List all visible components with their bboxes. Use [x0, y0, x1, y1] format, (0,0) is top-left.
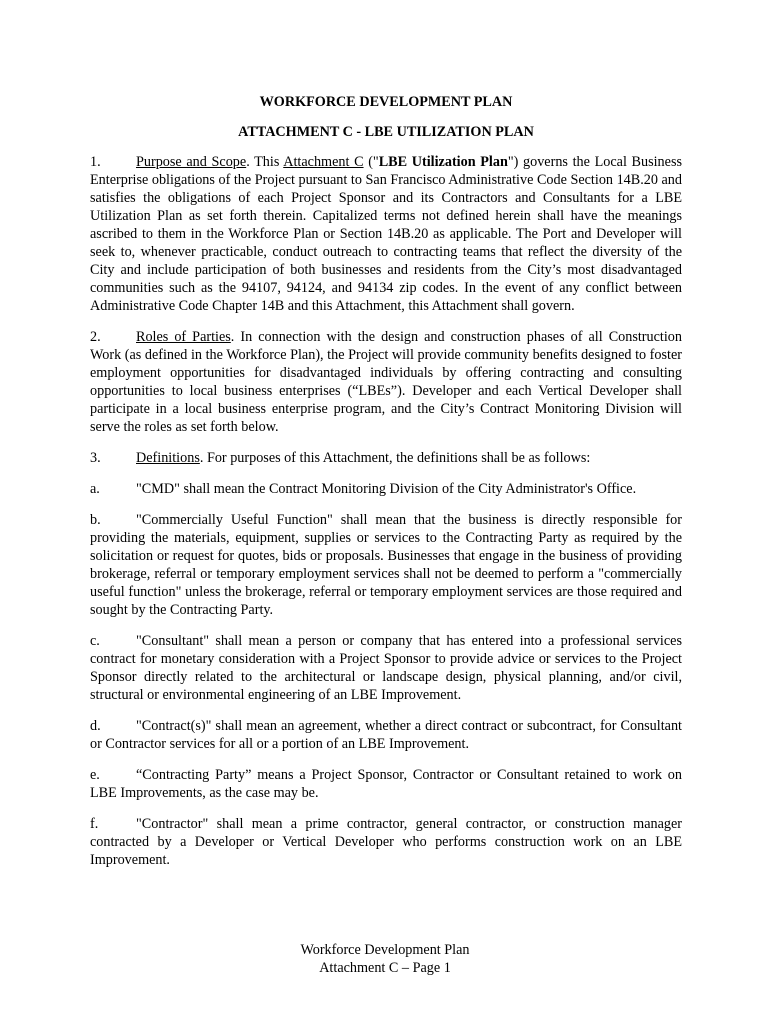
document-subtitle: ATTACHMENT C - LBE UTILIZATION PLAN — [238, 124, 534, 140]
attachment-reference: Attachment C — [283, 154, 364, 170]
section-text: ") governs the Local Business Enterprise obligations of the Project pursuant to San Francisco Administrative Code Section 14B.20 and satisfies the obligations of each Project Sponsor and its Contractors and Consultants for a LBE Utilization Plan as set forth therein. Capitalized terms not defined herein shall have the meanings ascribed to them in the Workforce Plan or Section 14B.20 as applicable. The Port and Developer will seek to, whenever practicable, conduct outreach to contracting teams that reflect the diversity of the City and include participation of both businesses and residents from the City’s most disadvantaged communities such as the 94107, 94124, and 94134 zip codes. In the event of any conflict between Administrative Code Chapter 14B and this Attachment, this Attachment shall govern. — [90, 154, 682, 314]
definition-b — [90, 511, 682, 619]
section-heading: Definitions — [136, 450, 200, 466]
section-1-purpose-and-scope — [90, 153, 682, 315]
section-heading: Roles of Parties — [136, 329, 231, 345]
page-footer — [0, 941, 770, 977]
lbe-plan-term: LBE Utilization Plan — [378, 154, 508, 170]
definition-letter: f. — [90, 816, 99, 832]
definition-text: "Consultant" shall mean a person or company that has entered into a professional services contract for monetary consideration with a Project Sponsor to provide advice or services to the Project Sponsor directly related to the architectural or landscape design, physical planning, and/or civil, structural or environmental engineering of an LBE Improvement. — [90, 633, 682, 703]
definition-letter: c. — [90, 633, 100, 649]
footer-page-number: Attachment C – Page 1 — [319, 960, 451, 976]
definition-text: “Contracting Party” means a Project Sponsor, Contractor or Consultant retained to work on LBE Improvements, as the case may be. — [90, 767, 682, 801]
document-body — [90, 93, 682, 882]
section-text: . In connection with the design and construction phases of all Construction Work (as defined in the Workforce Plan), the Project will provide community benefits designed to foster employment opportunities for disadvantaged individuals by offering contracting and consulting opportunities to local business enterprises (“LBEs”). Developer and each Vertical Developer shall participate in a local business enterprise program, and the City’s Contract Monitoring Division will serve the roles as set forth below. — [90, 329, 682, 435]
definition-text: "Commercially Useful Function" shall mean that the business is directly responsible for providing the materials, equipment, supplies or services to the Contracting Party as required by the solicitation or request for quotes, bids or proposals. Businesses that engage in the business of providing brokerage, referral or temporary employment services shall not be deemed to perform a "commercially useful function" unless the brokerage, referral or temporary employment services are those required and sought by the Contracting Party. — [90, 512, 682, 618]
footer-document-name: Workforce Development Plan — [300, 942, 470, 958]
section-number: 1. — [90, 154, 101, 170]
section-text: . For purposes of this Attachment, the definitions shall be as follows: — [199, 450, 591, 466]
section-number: 3. — [90, 450, 101, 466]
definition-letter: a. — [90, 481, 100, 497]
section-2-roles-of-parties — [90, 328, 682, 436]
definition-text: "Contractor" shall mean a prime contractor, general contractor, or construction manager contracted by a Developer or Vertical Developer who performs construction work on an LBE Improvement. — [90, 816, 682, 868]
document-title: WORKFORCE DEVELOPMENT PLAN — [259, 94, 513, 110]
definition-text: "CMD" shall mean the Contract Monitoring Division of the City Administrator's Office. — [136, 481, 637, 497]
section-text: (" — [363, 154, 379, 170]
definition-a — [90, 480, 682, 498]
definition-text: "Contract(s)" shall mean an agreement, whether a direct contract or subcontract, for Consultant or Contractor services for all or a portion of an LBE Improvement. — [90, 718, 682, 752]
definition-letter: d. — [90, 718, 101, 734]
section-heading: Purpose and Scope — [136, 154, 247, 170]
definition-e — [90, 766, 682, 802]
definition-c — [90, 632, 682, 704]
definition-letter: e. — [90, 767, 100, 783]
section-3-definitions — [90, 449, 682, 467]
definition-d — [90, 717, 682, 753]
section-number: 2. — [90, 329, 101, 345]
definition-letter: b. — [90, 512, 101, 528]
definition-f — [90, 815, 682, 869]
section-text: . This — [246, 154, 284, 170]
